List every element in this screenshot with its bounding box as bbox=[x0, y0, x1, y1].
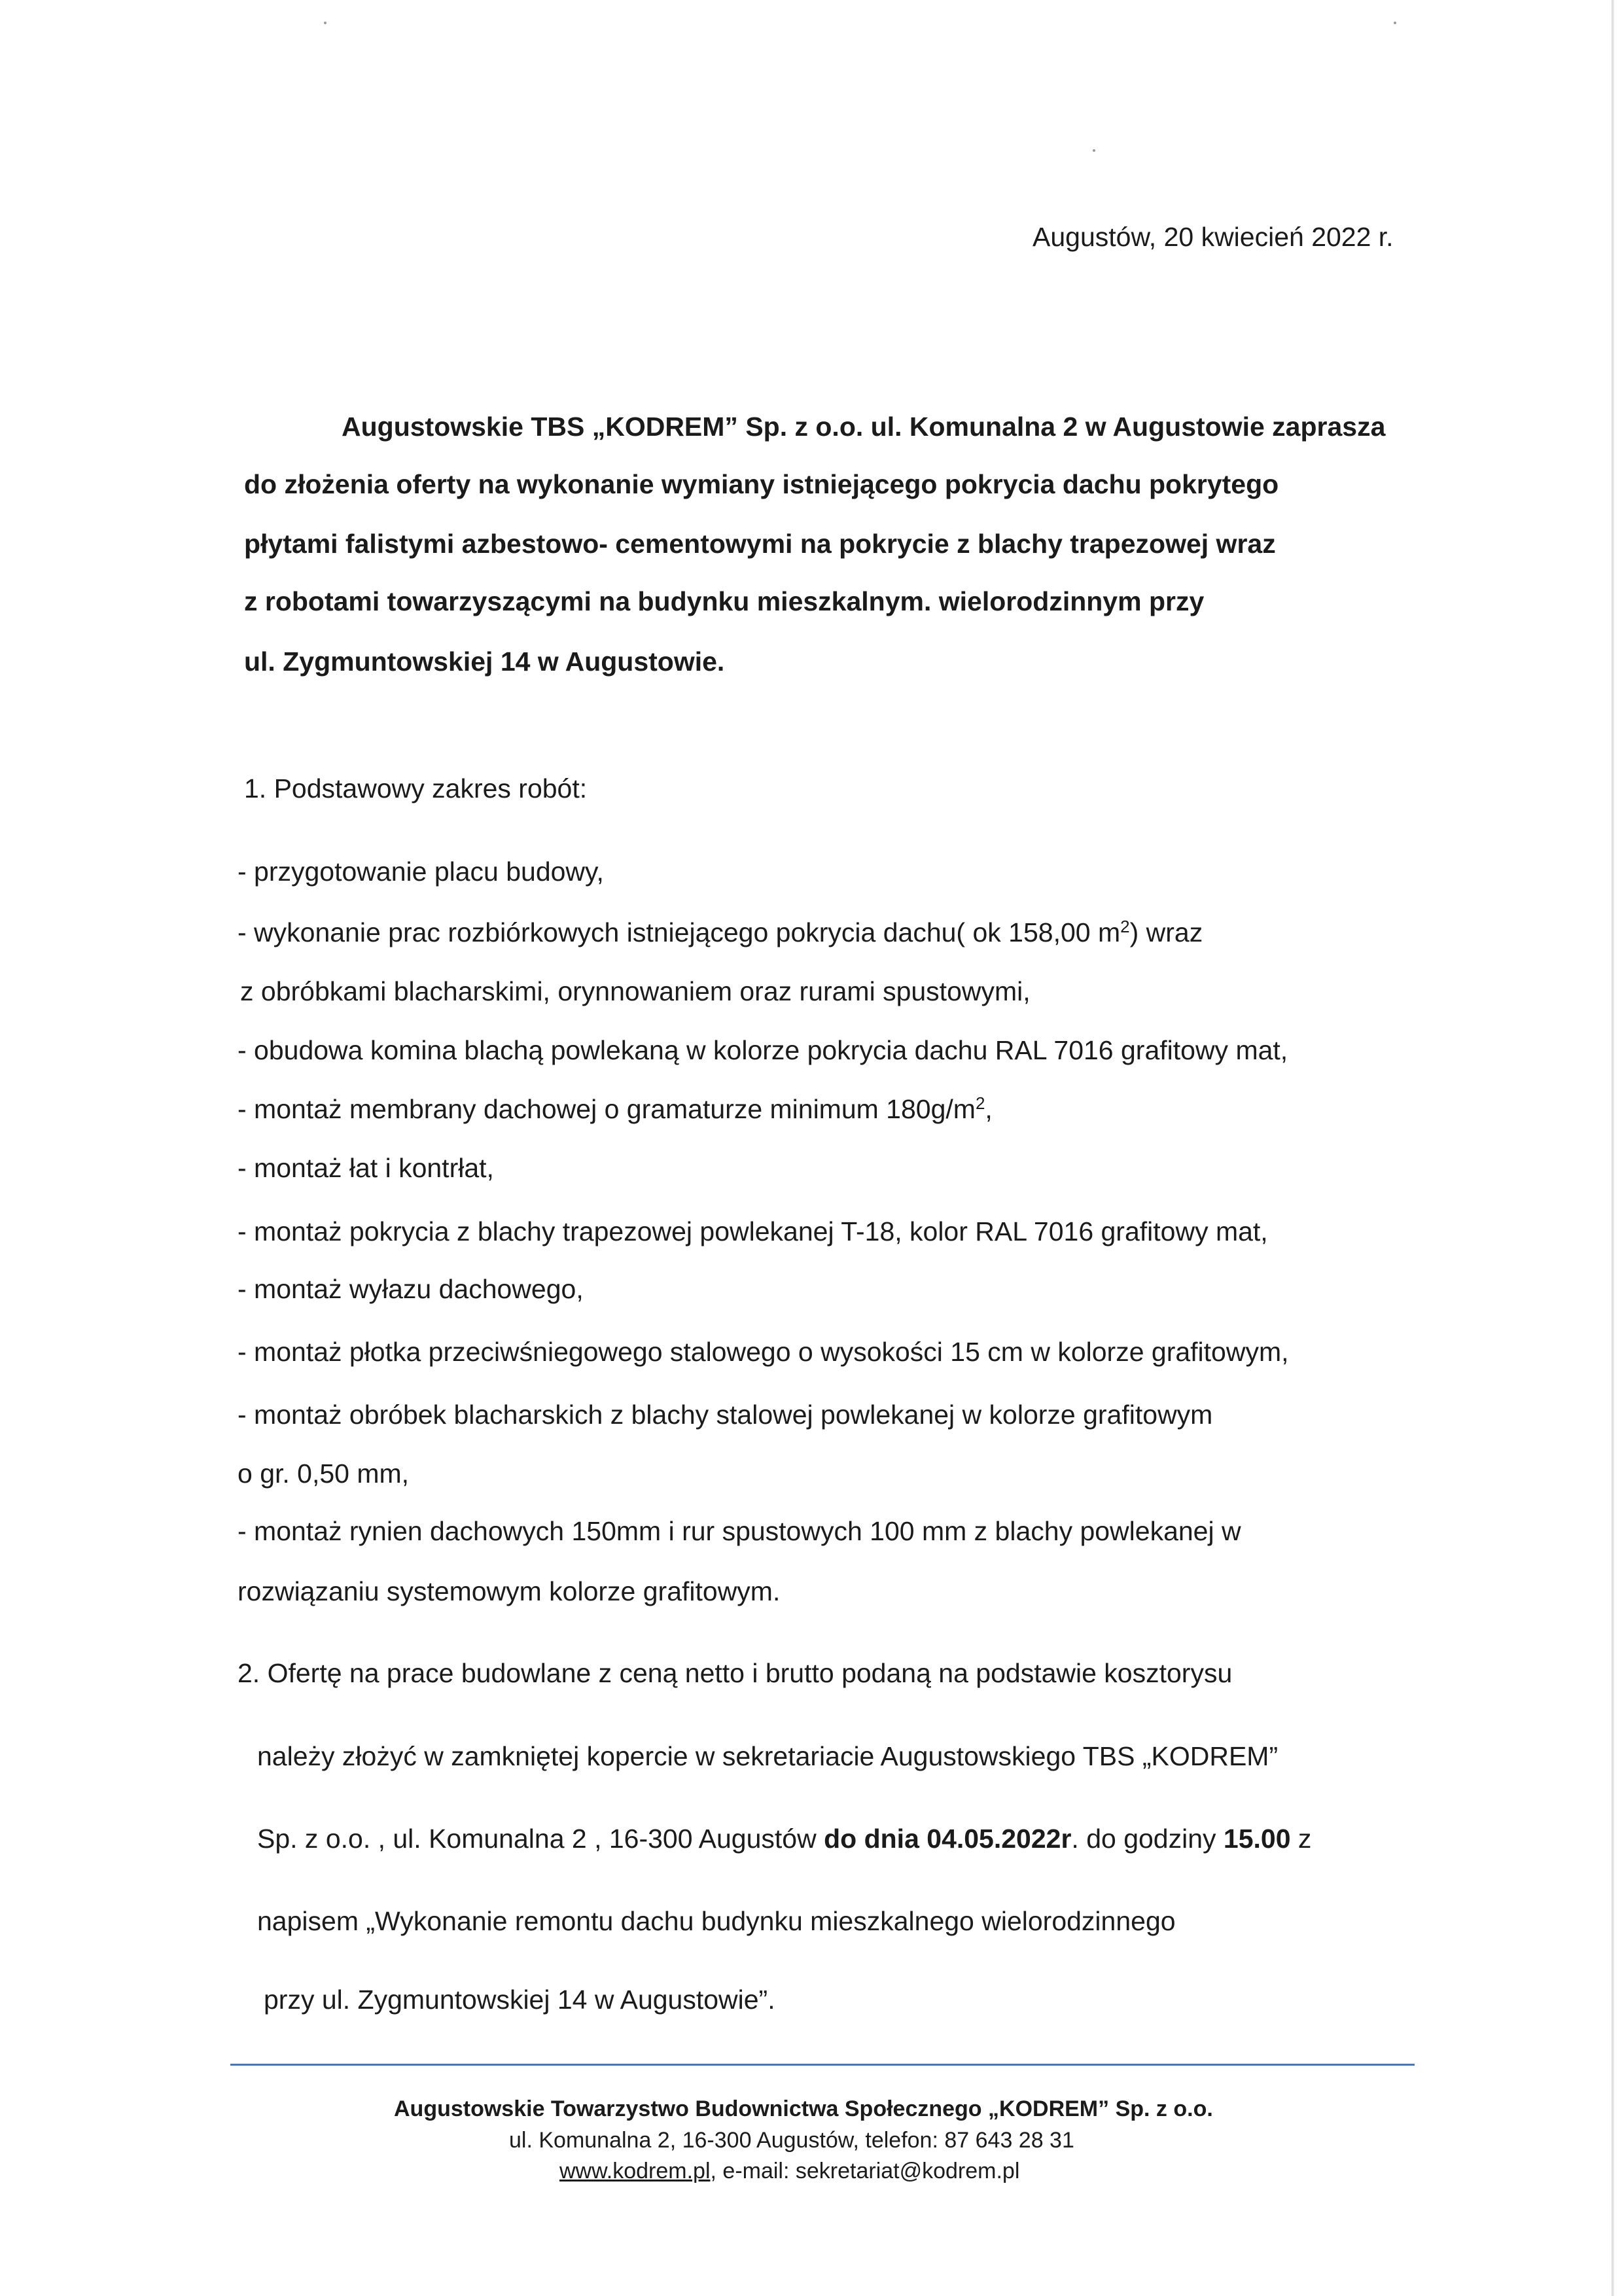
section-2-line-4: napisem „Wykonanie remontu dachu budynku mieszkalnego wielorodzinnego bbox=[257, 1906, 1176, 1936]
deadline-date: do dnia 04.05.2022r bbox=[824, 1824, 1072, 1854]
page-edge-shadow bbox=[1612, 0, 1614, 2296]
scope-item-3: - obudowa komina blachą powlekaną w kolorze pokrycia dachu RAL 7016 grafitowy mat, bbox=[238, 1035, 1288, 1065]
footer-address: ul. Komunalna 2, 16-300 Augustów, telefon: 87 643 28 31 bbox=[509, 2128, 1074, 2153]
intro-line-5: ul. Zygmuntowskiej 14 w Augustowie. bbox=[244, 646, 725, 677]
scan-speck bbox=[324, 22, 327, 24]
scope-item-2-end: ) wraz bbox=[1129, 917, 1203, 947]
section-2-line-3-a: Sp. z o.o. , ul. Komunalna 2 , 16-300 Augustów bbox=[257, 1824, 824, 1854]
superscript: 2 bbox=[1120, 917, 1130, 936]
scope-item-5: - montaż łat i kontrłat, bbox=[238, 1153, 494, 1183]
scope-item-2 bbox=[238, 919, 1203, 946]
section-2-line-2: należy złożyć w zamkniętej kopercie w sekretariacie Augustowskiego TBS „KODREM” bbox=[257, 1741, 1279, 1771]
scope-item-8: - montaż płotka przeciwśniegowego stalowego o wysokości 15 cm w kolorze grafitowym, bbox=[238, 1337, 1289, 1367]
intro-line-2: do złożenia oferty na wykonanie wymiany istniejącego pokrycia dachu pokrytego bbox=[244, 469, 1279, 499]
intro-line-1: Augustowskie TBS „KODREM” Sp. z o.o. ul. Komunalna 2 w Augustowie zaprasza bbox=[342, 412, 1386, 442]
date-line: Augustów, 20 kwiecień 2022 r. bbox=[1033, 222, 1394, 252]
scan-speck bbox=[1093, 149, 1095, 152]
superscript: 2 bbox=[975, 1093, 985, 1113]
deadline-hour: 15.00 bbox=[1223, 1824, 1291, 1854]
footer-company: Augustowskie Towarzystwo Budownictwa Społecznego „KODREM” Sp. z o.o. bbox=[394, 2096, 1213, 2121]
scope-item-4-end: , bbox=[985, 1094, 993, 1124]
scope-item-10: - montaż rynien dachowych 150mm i rur spustowych 100 mm z blachy powlekanej w bbox=[238, 1516, 1241, 1546]
scan-speck bbox=[1394, 22, 1396, 24]
website-link[interactable]: www.kodrem.pl bbox=[559, 2159, 711, 2183]
section-2-line-3 bbox=[257, 1826, 1311, 1852]
section-2-line-5: przy ul. Zygmuntowskiej 14 w Augustowie”. bbox=[264, 1985, 775, 2015]
scope-item-9-cont: o gr. 0,50 mm, bbox=[238, 1458, 410, 1489]
scope-item-7: - montaż wyłazu dachowego, bbox=[238, 1274, 584, 1304]
scope-item-10-cont: rozwiązaniu systemowym kolorze grafitowym. bbox=[238, 1576, 781, 1606]
footer-email: , e-mail: sekretariat@kodrem.pl bbox=[710, 2159, 1020, 2183]
intro-line-4: z robotami towarzyszącymi na budynku mieszkalnym. wielorodzinnym przy bbox=[244, 586, 1205, 616]
scope-item-9: - montaż obróbek blacharskich z blachy stalowej powlekanej w kolorze grafitowym bbox=[238, 1400, 1213, 1430]
scope-item-4-text: - montaż membrany dachowej o gramaturze minimum 180g/m bbox=[238, 1094, 976, 1124]
scope-item-6: - montaż pokrycia z blachy trapezowej powlekanej T-18, kolor RAL 7016 grafitowy mat, bbox=[238, 1216, 1268, 1246]
scope-item-2-cont: z obróbkami blacharskimi, orynnowaniem oraz rurami spustowymi, bbox=[240, 976, 1031, 1006]
scope-item-4 bbox=[238, 1093, 993, 1124]
section-2-line-3-c: . do godziny bbox=[1071, 1824, 1224, 1854]
section-2-line-1: 2. Ofertę na prace budowlane z ceną netto i brutto podaną na podstawie kosztorysu bbox=[238, 1658, 1233, 1688]
section-2-line-3-e: z bbox=[1290, 1824, 1312, 1854]
section-1-title: 1. Podstawowy zakres robót: bbox=[244, 773, 588, 804]
footer-contact bbox=[559, 2160, 1019, 2182]
scope-item-2-text: - wykonanie prac rozbiórkowych istniejącego pokrycia dachu( ok 158,00 m bbox=[238, 917, 1121, 947]
scope-item-1: - przygotowanie placu budowy, bbox=[238, 857, 604, 887]
footer-divider bbox=[230, 2064, 1415, 2066]
intro-line-3: płytami falistymi azbestowo- cementowymi na pokrycie z blachy trapezowej wraz bbox=[244, 529, 1276, 559]
